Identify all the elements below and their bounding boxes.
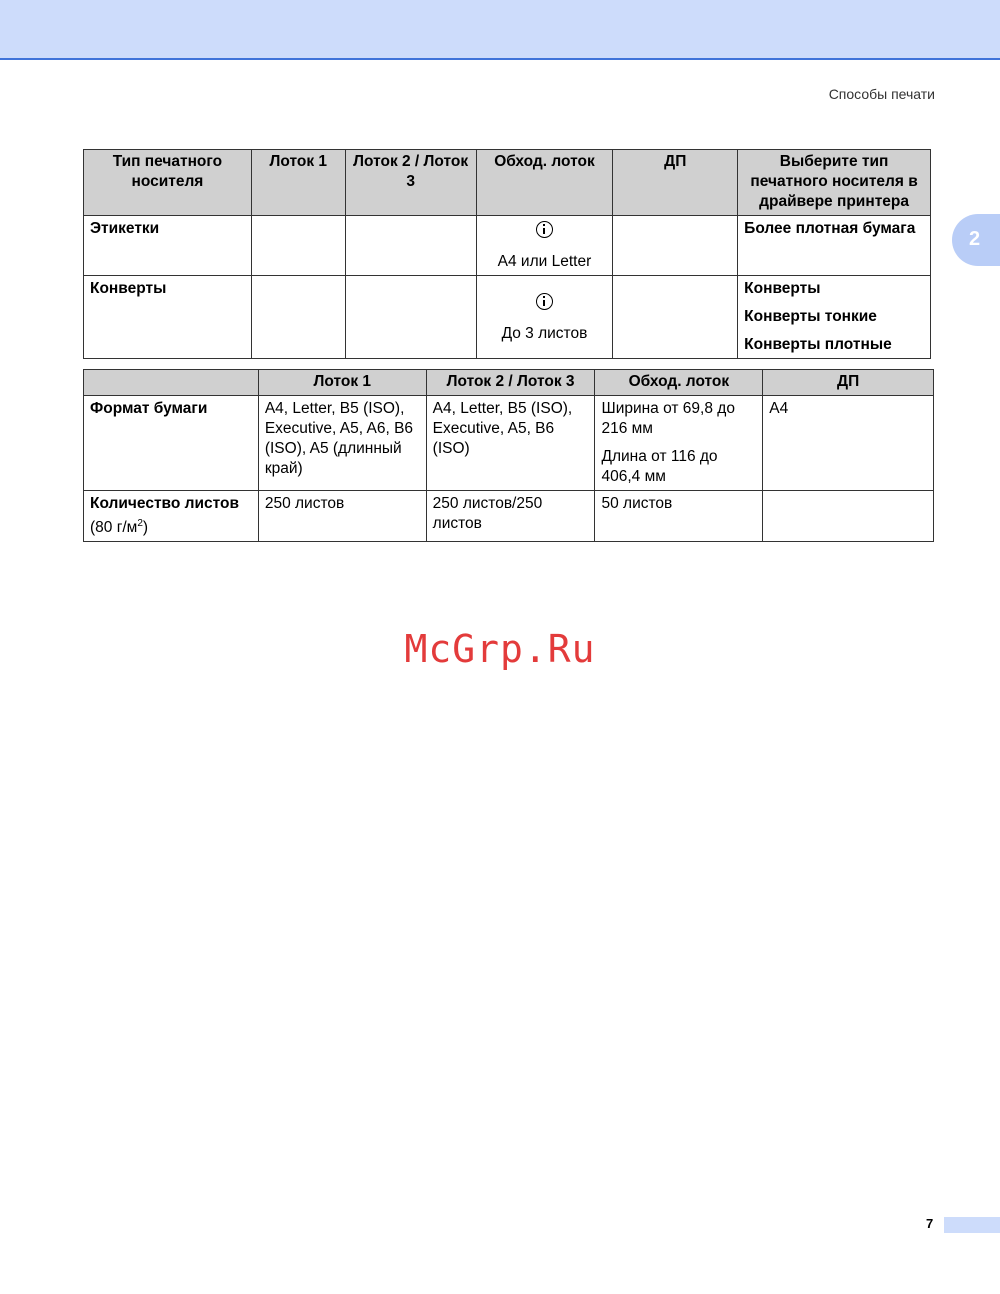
- tray1-cell: [251, 216, 345, 276]
- page-number: 7: [926, 1216, 934, 1231]
- header-cell: Выберите тип печатного носителя в драйвере принтера: [738, 150, 931, 216]
- dp-cell: A4: [763, 396, 934, 491]
- tray1-cell: [251, 276, 345, 359]
- header-cell: ДП: [613, 150, 738, 216]
- dp-cell: [763, 491, 934, 542]
- header-cell: Тип печатного носителя: [84, 150, 252, 216]
- bypass-value: Длина от 116 до 406,4 мм: [601, 448, 718, 485]
- driver-type-cell: [738, 276, 931, 359]
- table-header-row: [84, 370, 934, 396]
- bypass-value: 50 листов: [601, 495, 673, 512]
- tray23-cell: [345, 276, 476, 359]
- header-cell: Лоток 1: [258, 370, 426, 396]
- paper-capacity-table: [83, 369, 934, 542]
- header-cell: Лоток 2 / Лоток 3: [345, 150, 476, 216]
- driver-type: Конверты тонкие: [744, 308, 877, 325]
- unit-superscript: 2: [137, 518, 143, 529]
- driver-type: Конверты плотные: [744, 336, 892, 353]
- bypass-value: Ширина от 69,8 до 216 мм: [601, 400, 735, 437]
- watermark: McGrp.Ru: [404, 627, 596, 671]
- header-cell: ДП: [763, 370, 934, 396]
- header-cell: Обход. лоток: [476, 150, 613, 216]
- header-cell: [84, 370, 259, 396]
- tray23-cell: [345, 216, 476, 276]
- media-type-table: [83, 149, 931, 359]
- bypass-note: До 3 листов: [501, 325, 588, 342]
- row-label-cell: [84, 491, 259, 542]
- table-row: [84, 276, 931, 359]
- header-cell: Лоток 2 / Лоток 3: [426, 370, 595, 396]
- page-bar: [944, 1217, 1000, 1233]
- bypass-note: A4 или Letter: [497, 253, 592, 270]
- media-type-cell: Этикетки: [84, 216, 252, 276]
- row-label-unit: [90, 514, 252, 538]
- row-label: Количество листов: [90, 495, 240, 512]
- bypass-cell: [595, 396, 763, 491]
- table-row: [84, 396, 934, 491]
- driver-type-cell: [738, 216, 931, 276]
- dp-cell: [613, 276, 738, 359]
- bypass-cell: [476, 276, 613, 359]
- info-circle-icon: [536, 293, 553, 310]
- table-row: [84, 216, 931, 276]
- header-cell: Лоток 1: [251, 150, 345, 216]
- table-row: [84, 491, 934, 542]
- bypass-cell: [595, 491, 763, 542]
- section-title: Способы печати: [828, 86, 935, 102]
- media-type-cell: Конверты: [84, 276, 252, 359]
- row-label-cell: Формат бумаги: [84, 396, 259, 491]
- table-header-row: [84, 150, 931, 216]
- tray1-cell: A4, Letter, B5 (ISO), Executive, A5, A6, B6 (ISO), A5 (длинный край): [258, 396, 426, 491]
- unit-text: (80 г/м: [90, 519, 138, 537]
- driver-type: Конверты: [744, 280, 821, 297]
- unit-close: ): [142, 519, 149, 537]
- top-band: [0, 0, 1000, 60]
- driver-type: Более плотная бумага: [744, 220, 916, 237]
- tray23-cell: 250 листов/250 листов: [426, 491, 595, 542]
- bypass-cell: [476, 216, 613, 276]
- info-circle-icon: [536, 221, 553, 238]
- tray23-cell: A4, Letter, B5 (ISO), Executive, A5, B6 (ISO): [426, 396, 595, 491]
- dp-cell: [613, 216, 738, 276]
- header-cell: Обход. лоток: [595, 370, 763, 396]
- chapter-number: 2: [969, 228, 981, 250]
- tray1-cell: 250 листов: [258, 491, 426, 542]
- chapter-tab: [952, 214, 1000, 266]
